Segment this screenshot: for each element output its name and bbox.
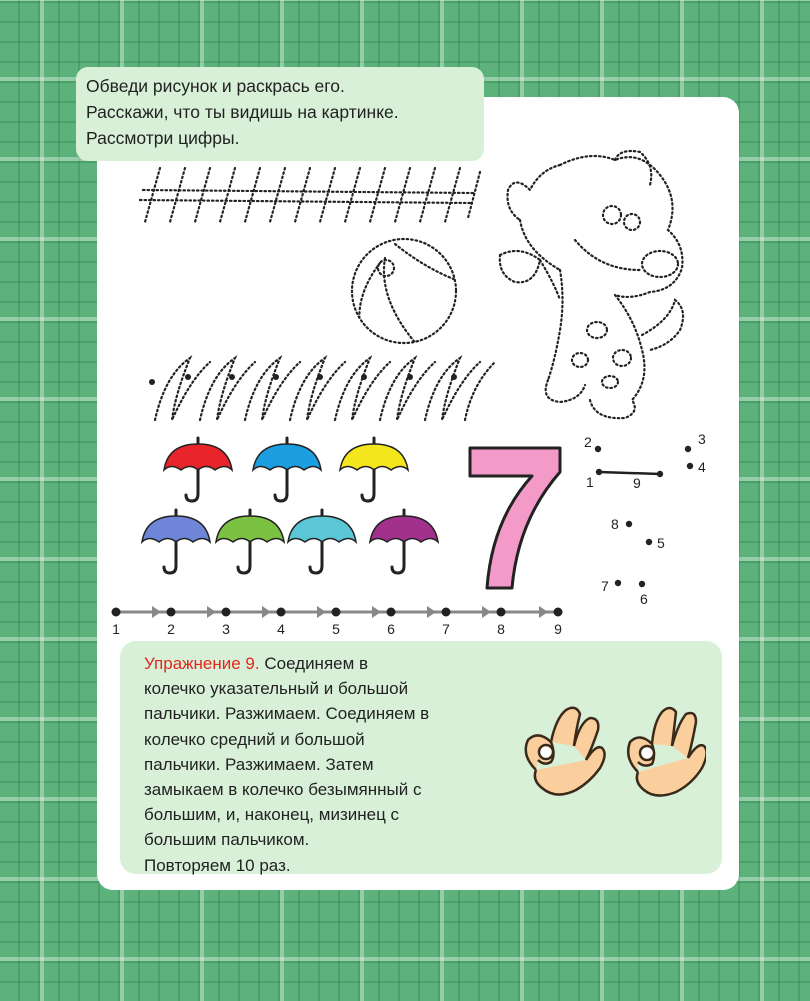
dot-point bbox=[615, 580, 621, 586]
instruction-line: Рассмотри цифры. bbox=[86, 128, 240, 148]
umbrella-canopy bbox=[142, 516, 210, 542]
tracing-zigzag-lines bbox=[140, 168, 480, 222]
number-line-dot bbox=[222, 608, 231, 617]
umbrella-canopy bbox=[216, 516, 284, 542]
umbrella-icon bbox=[164, 438, 232, 501]
umbrella-icon bbox=[142, 510, 210, 573]
number-line-arrow bbox=[317, 606, 326, 618]
number-line-dot bbox=[497, 608, 506, 617]
number-line-label: 1 bbox=[112, 621, 120, 637]
exercise-text: большим пальчиком. bbox=[144, 830, 310, 850]
exercise-title: Упражнение 9. bbox=[144, 654, 260, 673]
exercise-text: колечко указательный и большой bbox=[144, 679, 409, 699]
dot-label: 8 bbox=[611, 516, 619, 532]
number-line-label: 3 bbox=[222, 621, 230, 637]
number-line-label: 6 bbox=[387, 621, 395, 637]
dot-point bbox=[646, 539, 652, 545]
hand-right-icon bbox=[628, 708, 706, 796]
dot-point bbox=[685, 446, 691, 452]
dot-to-dot-seven bbox=[584, 431, 706, 607]
instruction-line: Обведи рисунок и раскрась его. bbox=[86, 76, 345, 96]
dot-label: 6 bbox=[640, 591, 648, 607]
dot-point bbox=[639, 581, 645, 587]
number-line-dot bbox=[167, 608, 176, 617]
tracing-puppy bbox=[500, 151, 683, 418]
exercise-text: большим, и, наконец, мизинец с bbox=[144, 805, 400, 825]
exercise-text: пальчики. Разжимаем. Соединяем в bbox=[144, 704, 430, 724]
umbrella-canopy bbox=[340, 444, 408, 470]
umbrellas bbox=[142, 438, 438, 573]
umbrella-canopy bbox=[253, 444, 321, 470]
number-line-label: 8 bbox=[497, 621, 505, 637]
ok-hands-illustration bbox=[516, 700, 706, 810]
number-line-dot bbox=[554, 608, 563, 617]
number-line-label: 5 bbox=[332, 621, 340, 637]
number-line-arrow bbox=[539, 606, 548, 618]
tracing-ball bbox=[352, 239, 456, 346]
dot-label: 2 bbox=[584, 434, 592, 450]
number-line-label: 7 bbox=[442, 621, 450, 637]
dot-label: 4 bbox=[698, 459, 706, 475]
number-line-dot bbox=[112, 608, 121, 617]
exercise-text: замыкаем в колечко безымянный с bbox=[144, 780, 422, 800]
number-line-label: 2 bbox=[167, 621, 175, 637]
dot-point bbox=[657, 471, 663, 477]
umbrella-icon bbox=[340, 438, 408, 501]
number-line-arrow bbox=[427, 606, 436, 618]
number-line-arrow bbox=[372, 606, 381, 618]
number-line-arrow bbox=[482, 606, 491, 618]
number-line-dot bbox=[442, 608, 451, 617]
number-line-dot bbox=[332, 608, 341, 617]
dot-label: 7 bbox=[601, 578, 609, 594]
exercise-text: пальчики. Разжимаем. Затем bbox=[144, 754, 374, 774]
dot-label: 1 bbox=[586, 474, 594, 490]
big-digit-seven bbox=[470, 448, 560, 588]
dot-label: 9 bbox=[633, 475, 641, 491]
instruction-line: Расскажи, что ты видишь на картинке. bbox=[86, 102, 399, 122]
dot-point bbox=[626, 521, 632, 527]
number-line-label: 9 bbox=[554, 621, 562, 637]
umbrella-canopy bbox=[164, 444, 232, 470]
dot-point bbox=[596, 469, 602, 475]
number-line-arrow bbox=[152, 606, 161, 618]
tracing-grass bbox=[155, 358, 495, 420]
number-line bbox=[112, 606, 563, 637]
connected-line bbox=[599, 472, 660, 474]
dot-point bbox=[595, 446, 601, 452]
number-line-arrow bbox=[207, 606, 216, 618]
exercise-text: Соединяем в bbox=[259, 654, 369, 673]
dot-label: 3 bbox=[698, 431, 706, 447]
number-line-dot bbox=[387, 608, 396, 617]
number-line-dot bbox=[277, 608, 286, 617]
umbrella-icon bbox=[370, 510, 438, 573]
umbrella-icon bbox=[288, 510, 356, 573]
umbrella-canopy bbox=[288, 516, 356, 542]
number-line-arrow bbox=[262, 606, 271, 618]
dot-point bbox=[687, 463, 693, 469]
umbrella-icon bbox=[253, 438, 321, 501]
dot-label: 5 bbox=[657, 535, 665, 551]
number-line-label: 4 bbox=[277, 621, 285, 637]
exercise-text: Повторяем 10 раз. bbox=[144, 855, 291, 875]
exercise-text: колечко средний и большой bbox=[144, 729, 365, 749]
hand-left-icon bbox=[526, 708, 605, 795]
umbrella-canopy bbox=[370, 516, 438, 542]
umbrella-icon bbox=[216, 510, 284, 573]
